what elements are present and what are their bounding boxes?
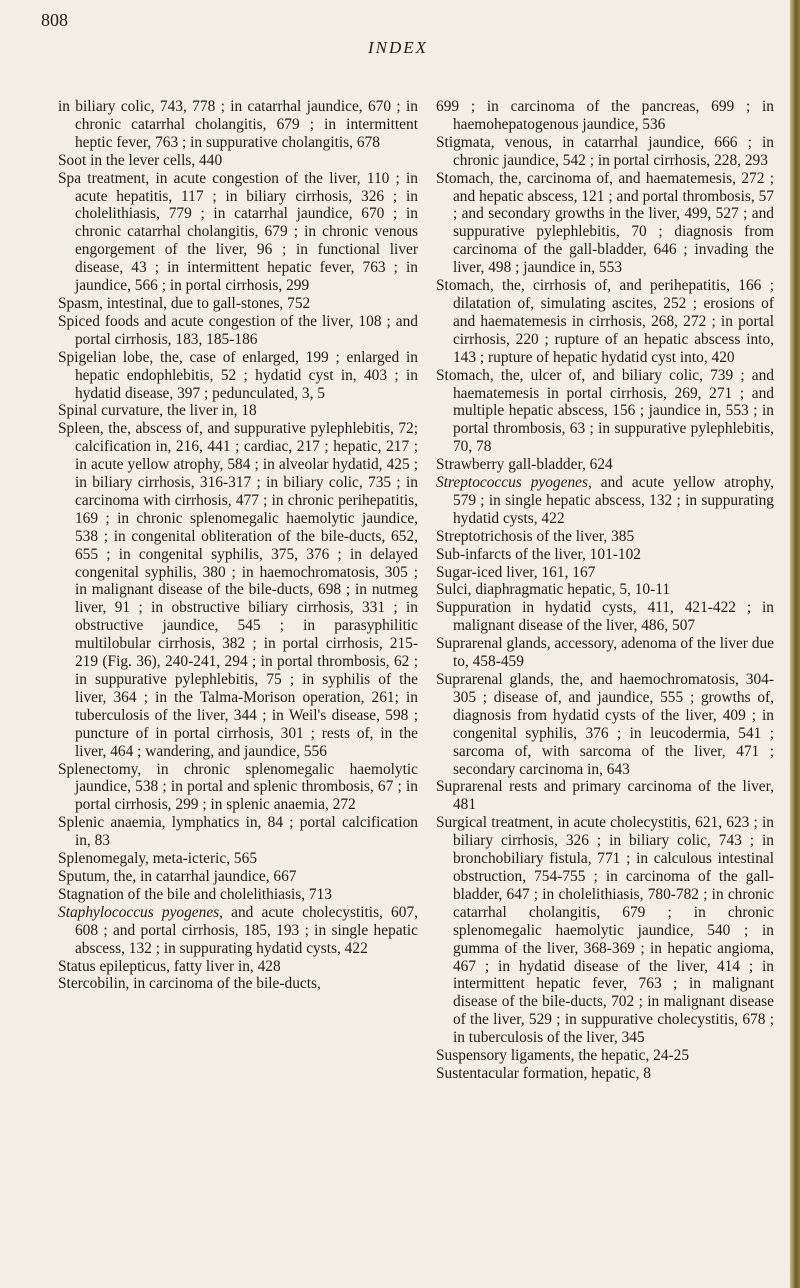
index-entry: Splenectomy, in chronic splenomegalic haemolytic jaundice, 538 ; in portal and splenic thrombosis, 67 ; in portal cirrhosis, 299 ; in splenic anaemia, 272 xyxy=(58,760,418,814)
index-entry: Splenic anaemia, lymphatics in, 84 ; portal calcification in, 83 xyxy=(58,814,418,850)
index-entry: 699 ; in carcinoma of the pancreas, 699 ; in haemohepatogenous jaundice, 536 xyxy=(436,98,774,133)
index-entry: Strawberry gall-bladder, 624 xyxy=(436,456,613,474)
index-entry: Sub-infarcts of the liver, 101-102 xyxy=(436,545,641,563)
organism-name: Staphylococcus pyogenes xyxy=(58,903,220,921)
page-edge-strip xyxy=(790,0,800,1288)
index-entry: Stagnation of the bile and cholelithiasis, 713 xyxy=(58,885,332,903)
index-entry: Sugar-iced liver, 161, 167 xyxy=(436,563,596,581)
page-number: 808 xyxy=(41,10,68,30)
index-entry: Spasm, intestinal, due to gall-stones, 752 xyxy=(58,294,311,312)
organism-name: Streptococcus pyogenes xyxy=(436,474,588,492)
index-entry: Spleen, the, abscess of, and suppurative pylephlebitis, 72; calcification in, 216, 441 ; cardiac, 217 ; hepatic, 217 ; in acute yellow atrophy, 584 ; in alveolar hydatid, 425 ; in biliary cirrhosis, 316-317 ; in biliary colic, 735 ; in carcinoma with cirrhosis, 477 ; in chronic perihepatitis, 169 ; in chronic splenomegalic haemolytic jaundice, 538 ; in congenital obliteration of the bile-ducts, 652, 655 ; in congenital syphilis, 375, 376 ; in delayed congenital syphilis, 380 ; in haemochromatosis, 305 ; in malignant disease of the bile-ducts, 698 ; in nutmeg liver, 91 ; in obstructive biliary cirrhosis, 331 ; in obstructive jaundice, 545 ; in parasyphilitic multilobular cirrhosis, 382 ; in portal cirrhosis, 215-219 (Fig. 36), 240-241, 294 ; in portal thrombosis, 62 ; in suppurative pylephlebitis, 75 ; in syphilis of the liver, 364 ; in the Talma-Morison operation, 261; in tuberculosis of the liver, 344 ; in Weil's disease, 598 ; puncture of in portal cirrhosis, 301 ; rests of, in the liver, 464 ; wandering, and jaundice, 556 xyxy=(58,420,418,760)
index-entry: Staphylococcus pyogenes, and acute cholecystitis, 607, 608 ; and portal cirrhosis, 185, 193 ; in single hepatic abscess, 132 ; in suppurating hydatid cysts, 422 xyxy=(58,903,418,957)
index-entry: Splenomegaly, meta-icteric, 565 xyxy=(58,850,258,868)
index-entry: Sulci, diaphragmatic hepatic, 5, 10-11 xyxy=(436,581,671,599)
index-entry: Spigelian lobe, the, case of enlarged, 199 ; enlarged in hepatic endophlebitis, 52 ; hydatid cyst in, 403 ; in hydatid disease, 397 ; pedunculated, 3, 5 xyxy=(58,348,418,402)
index-entry: Suprarenal glands, the, and haemochromatosis, 304-305 ; disease of, and jaundice, 555 ; growths of, diagnosis from hydatid cysts of the liver, 409 ; in congenital syphilis, 376 ; in leucodermia, 541 ; sarcoma of, with sarcoma of the liver, 471 ; secondary carcinoma in, 643 xyxy=(436,671,774,778)
index-entry: Surgical treatment, in acute cholecystitis, 621, 623 ; in biliary cirrhosis, 326 ; in biliary colic, 743 ; in bronchobiliary fistula, 771 ; in calculous intestinal obstruction, 754-755 ; in carcinoma of the gall-bladder, 647 ; in cholelithiasis, 780-782 ; in chronic catarrhal cholangitis, 679 ; in chronic splenomegalic haemolytic jaundice, 540 ; in gumma of the liver, 368-369 ; in hepatic angioma, 467 ; in hydatid disease of the liver, 414 ; in intermittent hepatic fever, 763 ; in malignant disease of the bile-ducts, 702 ; in malignant disease of the liver, 529 ; in suppurative cholecystitis, 678 ; in tuberculosis of the liver, 345 xyxy=(436,814,774,1047)
index-entry: Stomach, the, ulcer of, and biliary colic, 739 ; and haematemesis in portal cirrhosis, 269, 271 ; and multiple hepatic abscess, 156 ; jaundice in, 553 ; in portal thrombosis, 63 ; in suppurative pylephlebitis, 70, 78 xyxy=(436,366,774,456)
index-entry: Spiced foods and acute congestion of the liver, 108 ; and portal cirrhosis, 183, 185-186 xyxy=(58,312,418,348)
running-head: INDEX xyxy=(368,38,429,57)
index-entry: Status epilepticus, fatty liver in, 428 xyxy=(58,957,281,975)
index-entry: Stomach, the, cirrhosis of, and perihepatitis, 166 ; dilatation of, simulating ascites, 252 ; erosions of and haematemesis in cirrhosis, 268, 272 ; in portal cirrhosis, 220 ; rupture of an hepatic abscess into, 143 ; rupture of hepatic hydatid cyst into, 420 xyxy=(436,277,774,366)
index-entry: Stigmata, venous, in catarrhal jaundice, 666 ; in chronic jaundice, 542 ; in portal cirrhosis, 228, 293 xyxy=(436,133,774,169)
index-entry: Soot in the lever cells, 440 xyxy=(58,151,223,169)
index-entry: Suprarenal rests and primary carcinoma of the liver, 481 xyxy=(436,778,774,814)
index-entry: Streptococcus pyogenes, and acute yellow atrophy, 579 ; in single hepatic abscess, 132 ; in suppurating hydatid cysts, 422 xyxy=(436,474,774,527)
index-entry: Suppuration in hydatid cysts, 411, 421-422 ; in malignant disease of the liver, 486, 507 xyxy=(436,599,774,635)
index-column-left xyxy=(58,98,418,993)
index-entry: Spinal curvature, the liver in, 18 xyxy=(58,402,257,420)
index-entry: Sputum, the, in catarrhal jaundice, 667 xyxy=(58,867,297,885)
index-entry: Spa treatment, in acute congestion of the liver, 110 ; in acute hepatitis, 117 ; in biliary cirrhosis, 326 ; in cholelithiasis, 779 ; in catarrhal jaundice, 670 ; in chronic catarrhal cholangitis, 679 ; in chronic venous engorgement of the liver, 96 ; in functional liver disease, 43 ; in intermittent hepatic fever, 763 ; in jaundice, 566 ; in portal cirrhosis, 299 xyxy=(58,169,418,295)
index-column-right xyxy=(436,98,774,1083)
index-entry: Stomach, the, carcinoma of, and haematemesis, 272 ; and hepatic abscess, 121 ; and portal thrombosis, 57 ; and secondary growths in the liver, 499, 527 ; and suppurative pylephlebitis, 70 ; diagnosis from carcinoma of the gall-bladder, 646 ; invading the liver, 498 ; jaundice in, 553 xyxy=(436,169,774,277)
index-entry: Streptotrichosis of the liver, 385 xyxy=(436,527,635,545)
index-entry: Suspensory ligaments, the hepatic, 24-25 xyxy=(436,1047,690,1065)
index-entry: Stercobilin, in carcinoma of the bile-ducts, xyxy=(58,975,321,993)
index-entry: Sustentacular formation, hepatic, 8 xyxy=(436,1064,651,1082)
index-entry: in biliary colic, 743, 778 ; in catarrhal jaundice, 670 ; in chronic catarrhal cholangitis, 679 ; in intermittent heptic fever, 763 ; in suppurative cholangitis, 678 xyxy=(58,98,418,151)
index-entry: Suprarenal glands, accessory, adenoma of the liver due to, 458-459 xyxy=(436,635,774,671)
